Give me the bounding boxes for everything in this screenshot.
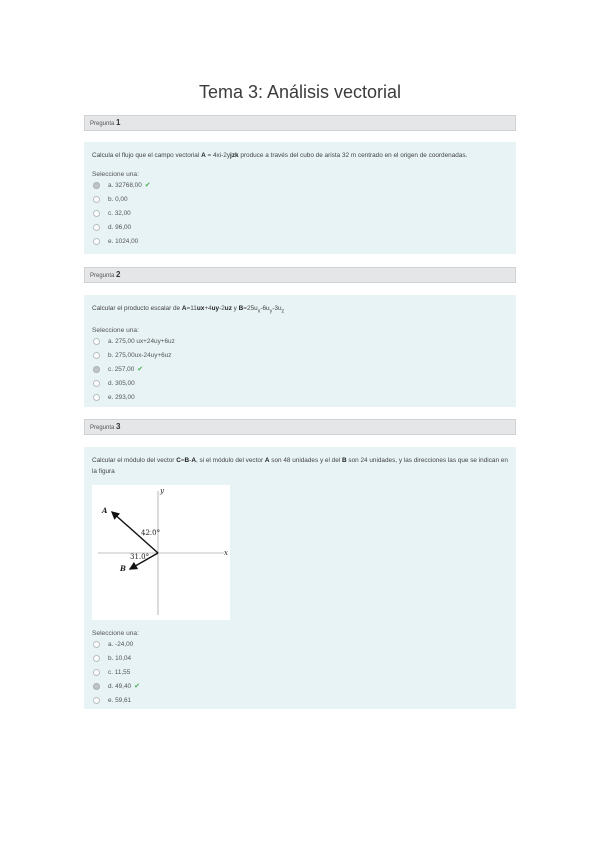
question-2-text-part: uz xyxy=(224,305,232,312)
question-3-text-part: - xyxy=(189,457,192,464)
question-1-option-c[interactable] xyxy=(92,206,508,220)
radio-selected-icon[interactable] xyxy=(93,683,100,690)
radio-icon[interactable] xyxy=(93,224,100,231)
question-2-text-part: y xyxy=(231,305,239,312)
question-2-text-part: uy xyxy=(211,305,220,312)
radio-icon[interactable] xyxy=(93,338,100,345)
radio-selected-icon[interactable] xyxy=(93,366,100,373)
page-title: Tema 3: Análisis vectorial xyxy=(198,82,402,102)
question-1-header xyxy=(84,115,516,131)
option-label: c. 11,55 xyxy=(108,668,131,676)
question-2-text-part: -3u xyxy=(272,305,282,312)
question-3-select-label: Seleccione una: xyxy=(92,630,139,637)
question-1-text-part: = 4xi-2y xyxy=(205,152,231,159)
option-label: d. 305,00 xyxy=(108,379,135,387)
radio-icon[interactable] xyxy=(93,196,100,203)
question-2-text-part: z xyxy=(281,308,285,315)
radio-icon[interactable] xyxy=(93,352,100,359)
question-1-text-part: Calcula el flujo que el campo vectorial xyxy=(92,152,202,159)
question-1-header-label: Pregunta xyxy=(90,121,115,127)
option-label: b. 10,04 xyxy=(108,654,132,662)
option-label: c. 257,00 xyxy=(108,365,135,373)
question-1-option-b[interactable] xyxy=(92,192,508,206)
option-label: e. 1024,00 xyxy=(108,237,139,245)
question-3-option-b[interactable] xyxy=(92,651,508,665)
option-label: b. 275,00ux-24uy+6uz xyxy=(108,351,172,359)
vector-a-label: A xyxy=(102,506,108,515)
question-3-text-part: Calcular el módulo del vector xyxy=(92,457,177,464)
option-label: d. 49,40 xyxy=(108,682,132,690)
question-2-option-e[interactable] xyxy=(92,390,508,404)
question-1-text-part: j xyxy=(230,152,232,159)
check-icon: ✔ xyxy=(144,182,151,189)
radio-icon[interactable] xyxy=(93,394,100,401)
angle-b-label: 31.0° xyxy=(130,553,150,561)
question-1-box xyxy=(84,142,516,254)
question-2-text-part: y xyxy=(269,308,273,315)
question-3-header xyxy=(84,419,516,435)
axis-y-label: y xyxy=(160,487,164,495)
vector-figure xyxy=(92,485,230,620)
question-3-option-c[interactable] xyxy=(92,665,508,679)
radio-selected-icon[interactable] xyxy=(93,182,100,189)
question-3-text-part: A xyxy=(191,457,196,464)
axis-x-label: x xyxy=(224,549,228,557)
question-2-box xyxy=(84,295,516,407)
radio-icon[interactable] xyxy=(93,641,100,648)
question-2-option-a[interactable] xyxy=(92,334,508,348)
question-2-text-part: Calcular el producto escalar de xyxy=(92,305,182,312)
question-3-text-part: son 24 unidades, y las direcciones las que se indican en la figura xyxy=(92,457,508,475)
option-label: a. 275,00 ux+24uy+6uz xyxy=(108,337,175,345)
question-2-text xyxy=(92,303,508,317)
vector-b-label: B xyxy=(120,564,126,573)
option-label: d. 96,00 xyxy=(108,223,132,231)
question-2-number: 2 xyxy=(116,270,121,279)
option-label: a. 32768,00 xyxy=(108,181,142,189)
question-1-option-d[interactable] xyxy=(92,220,508,234)
question-2-text-part: -2 xyxy=(219,305,225,312)
question-2-text-part: -6u xyxy=(260,305,270,312)
question-1-text-part: A xyxy=(201,152,206,159)
radio-icon[interactable] xyxy=(93,380,100,387)
check-icon: ✔ xyxy=(134,683,140,690)
question-3-text-part: son 48 unidades y el del xyxy=(269,457,342,464)
question-2-text-part: B xyxy=(238,305,244,312)
question-2-option-b[interactable] xyxy=(92,348,508,362)
question-3-number: 3 xyxy=(116,422,121,431)
question-1-number: 1 xyxy=(116,118,121,127)
question-3-text-part: A xyxy=(264,457,270,464)
question-3-text-part: B xyxy=(341,457,347,464)
question-3-option-a[interactable] xyxy=(92,637,508,651)
question-3-header-label: Pregunta xyxy=(90,425,115,431)
question-2-text-part: +4 xyxy=(204,305,212,312)
radio-icon[interactable] xyxy=(93,669,100,676)
question-2-select-label: Seleccione una: xyxy=(92,327,139,335)
radio-icon[interactable] xyxy=(93,210,100,217)
option-label: c. 32,00 xyxy=(108,209,131,217)
angle-a-label: 42.0° xyxy=(141,529,161,537)
question-1-text xyxy=(92,150,508,161)
option-label: a. -24,00 xyxy=(108,640,134,648)
question-3-text-part: = xyxy=(180,457,185,464)
question-2-text-part: =25u xyxy=(243,305,258,312)
question-2-text-part: A xyxy=(181,305,187,312)
check-icon: ✔ xyxy=(137,366,144,374)
option-label: e. 59,61 xyxy=(108,696,132,704)
option-label: e. 293,00 xyxy=(108,393,135,401)
question-2-option-d[interactable] xyxy=(92,376,508,390)
question-3-text xyxy=(92,455,508,477)
question-3-text-part: , si el módulo del vector xyxy=(195,457,265,464)
question-2-text-part: x xyxy=(257,308,261,315)
vector-diagram xyxy=(92,485,230,620)
question-1-text-part: produce a través del cubo de arista 32 m centrado en el origen de coordenadas. xyxy=(238,152,468,159)
question-3-box xyxy=(84,447,516,709)
question-1-option-e[interactable] xyxy=(92,234,508,248)
question-3-option-e[interactable] xyxy=(92,693,508,707)
question-3-text-part: B xyxy=(184,457,190,464)
question-2-header-label: Pregunta xyxy=(90,273,115,279)
option-label: b. 0,00 xyxy=(108,195,128,203)
question-1-option-a[interactable] xyxy=(92,178,508,192)
question-1-text-part: zk xyxy=(231,152,239,159)
question-3-text-part: C xyxy=(176,457,181,464)
question-2-text-part: ux xyxy=(196,305,205,312)
radio-icon[interactable] xyxy=(93,697,100,704)
radio-icon[interactable] xyxy=(93,238,100,245)
question-2-header xyxy=(84,267,516,283)
question-2-option-c[interactable] xyxy=(92,362,508,376)
question-1-select-label: Seleccione una: xyxy=(92,171,139,178)
question-2-text-part: =11 xyxy=(186,305,197,312)
question-3-option-d[interactable] xyxy=(92,679,508,693)
radio-icon[interactable] xyxy=(93,655,100,662)
